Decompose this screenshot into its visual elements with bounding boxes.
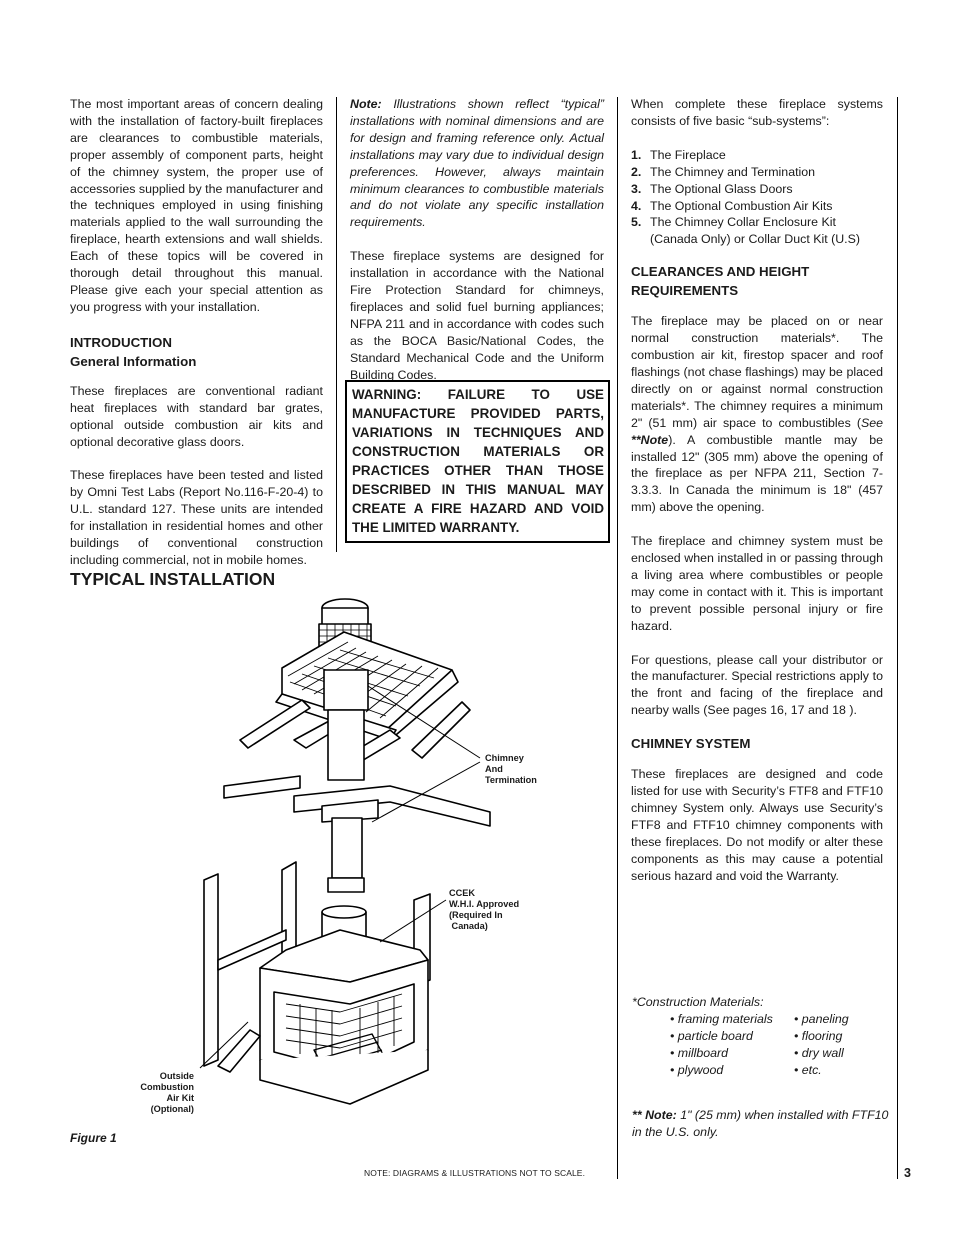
page-number: 3 — [904, 1166, 911, 1180]
material-item: • plywood — [670, 1062, 724, 1077]
page-edge-rule — [897, 97, 898, 1179]
material-item: • paneling — [794, 1011, 849, 1026]
clearances-heading-line2: REQUIREMENTS — [631, 283, 739, 299]
fireplace-installation-diagram — [190, 590, 510, 1120]
clearances-heading-line1: CLEARANCES AND HEIGHT — [631, 264, 810, 280]
subsystems-intro: When complete these fireplace systems consists of five basic “sub-systems”: — [631, 97, 883, 128]
middle-column — [350, 96, 604, 384]
material-item: • etc. — [794, 1062, 822, 1077]
left-column — [70, 96, 323, 569]
material-item: • flooring — [794, 1028, 843, 1043]
subsystems-list — [631, 147, 883, 248]
introduction-heading: INTRODUCTION — [70, 334, 172, 350]
chimney-paragraph: These fireplaces are designed and code listed for use with Security’s FTF8 and FTF10 chimney System only. Always use Security’s FTF8 and FTF10 chimney components with these fireplaces. Do not modify or alter these components as this may cause a potential serious hazard and void the Warranty. — [631, 767, 883, 883]
list-item: 1. The Fireplace — [631, 147, 726, 162]
general-information-heading: General Information — [70, 353, 197, 369]
materials-title: *Construction Materials: — [632, 995, 764, 1009]
column-rule-left — [336, 97, 337, 552]
clearance-footnote: ** Note: 1" (25 mm) when installed with FTF10 in the U.S. only. — [632, 1108, 889, 1139]
general-paragraph: These fireplaces are conventional radiant heat fireplaces with standard bar grates, optional outside combustion air kits and optional decorative glass doors. — [70, 383, 323, 449]
list-item: 3. The Optional Glass Doors — [631, 181, 793, 196]
scale-note: NOTE: DIAGRAMS & ILLUSTRATIONS NOT TO SCALE. — [364, 1168, 586, 1178]
list-item: 5. The Chimney Collar Enclosure Kit (Canada Only) or Collar Duct Kit (U.S) — [631, 215, 861, 247]
material-item: • particle board — [670, 1028, 753, 1043]
clearances-paragraph: The fireplace may be placed on or near normal construction materials*. The combustion air kit, firestop spacer and roof flashings (not chase flashings) may be placed directly on or against normal construction materials*. The chimney requires a minimum 2" (51 mm) air space to combustibles (See **Note). A combustible mantle may be installed 12" (305 mm) above the opening of the fireplace as per NFPA 211, Section 7-3.3.3. In Canada the minimum is 18" (457 mm) above the opening. — [631, 314, 883, 515]
material-item: • millboard — [670, 1045, 729, 1060]
note-label: Note: — [350, 97, 382, 111]
right-column — [631, 96, 883, 885]
warning-box: WARNING: FAILURE TO USE MANUFACTURE PROVIDED PARTS, VARIATIONS IN TECHNIQUES AND CONSTRUCTION MATERIALS OR PRACTICES OTHER THAN THOSE DESCRIBED IN THIS MANUAL MAY CREATE A FIRE HAZARD AND VOID THE LIMITED WARRANTY. — [345, 380, 610, 543]
chimney-system-heading: CHIMNEY SYSTEM — [631, 736, 751, 752]
designed-paragraph: These fireplace systems are designed for installation in accordance with the National Fire Protection Standard for chimneys, fireplaces and solid fuel burning appliances; NFPA 211 and in accordance with codes such as the BOCA Basic/National Codes, the Standard Mechanical Code and the Uniform Building Codes. — [350, 249, 604, 382]
illustration-note — [350, 96, 604, 231]
figure-caption: Figure 1 — [70, 1131, 117, 1145]
material-item: • dry wall — [794, 1045, 844, 1060]
list-item: 4. The Optional Combustion Air Kits — [631, 198, 833, 213]
questions-paragraph: For questions, please call your distributor or the manufacturer. Special restrictions apply to the front and facing of the fireplace and nearby walls (See pages 16, 17 and 18 ). — [631, 652, 883, 718]
column-rule-right — [617, 97, 618, 1179]
tested-paragraph: These fireplaces have been tested and listed by Omni Test Labs (Report No.116-F-20-4) to U.L. standard 127. These units are intended for installation in residential homes and other buildings of conventional construction including commercial, not in mobile homes. — [70, 468, 323, 567]
note-text: Illustrations shown reflect “typical” installations with nominal dimensions and are for design and framing reference only. Actual installations may vary due to individual design preferences. However, always maintain minimum clearances to combustible materials and do not violate any specific installation requirements. — [350, 97, 604, 230]
typical-installation-heading: TYPICAL INSTALLATION — [70, 569, 276, 589]
construction-materials — [632, 994, 894, 1079]
air-kit-callout: Outside Combustion Air Kit (Optional) — [140, 1071, 194, 1114]
enclosed-paragraph: The fireplace and chimney system must be enclosed when installed in or passing through a living area where combustibles or people may come in contact with it. This is important to prevent possible personal injury or fire hazard. — [631, 534, 883, 633]
chimney-termination-callout: Chimney And Termination — [485, 753, 537, 785]
material-item: • framing materials — [670, 1011, 773, 1026]
ccek-callout: CCEK W.H.I. Approved (Required In Canada) — [449, 888, 520, 931]
list-item: 2. The Chimney and Termination — [631, 164, 816, 179]
intro-paragraph: The most important areas of concern dealing with the installation of factory-built fireplaces are clearances to combustible materials, proper assembly of component parts, height of the chimney system, the proper use of accessories supplied by the manufacturer and the techniques employed in using finishing materials applied to the wall surrounding the fireplace, hearth extensions and wall shields. Each of these topics will be covered in thorough detail throughout this manual. Please give each your special attention as you progress with your installation. — [70, 97, 323, 314]
